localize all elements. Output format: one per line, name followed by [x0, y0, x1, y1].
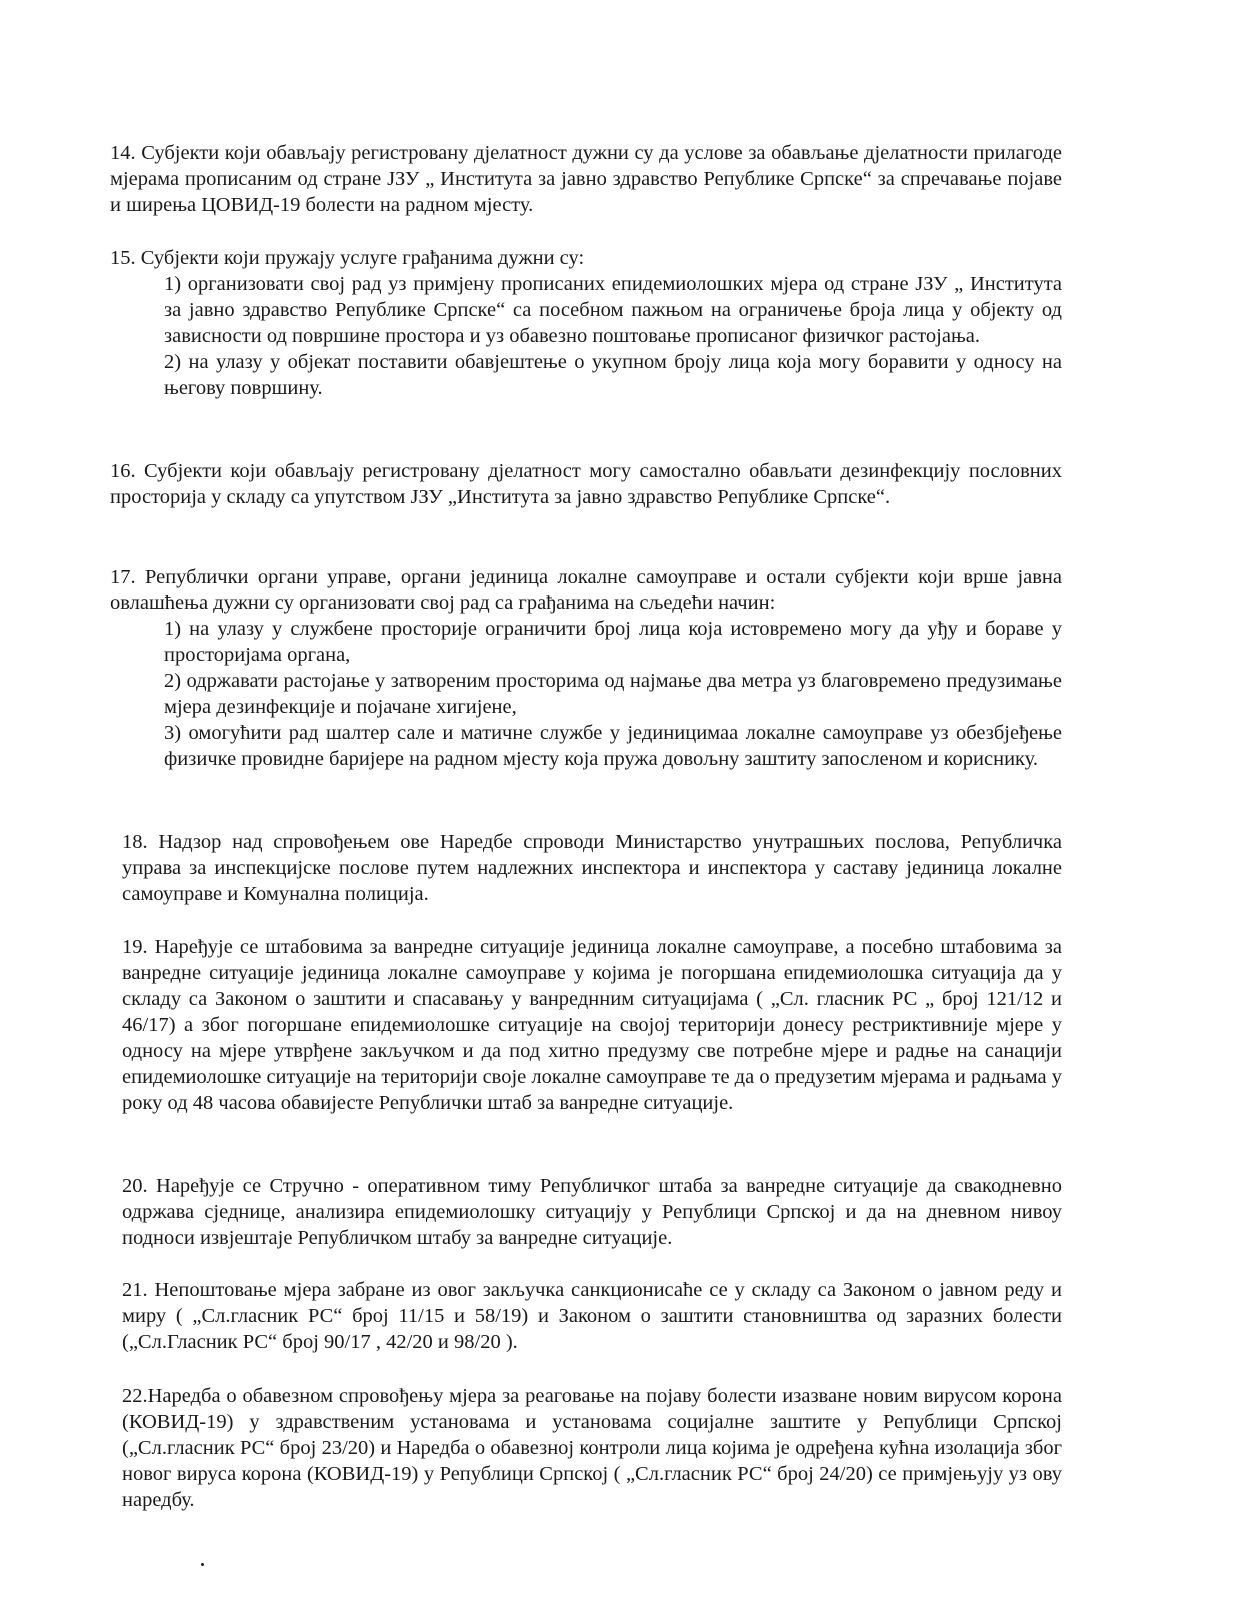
paragraph-16	[110, 458, 1062, 510]
paragraph-15	[110, 245, 1062, 401]
paragraph-items	[164, 271, 1062, 401]
list-item: 2) на улазу у објекат поставити обавјештење о укупном броју лица која могу боравити у односу на његову површину.	[164, 351, 1062, 399]
paragraph-18	[122, 829, 1062, 907]
list-item: 1) на улазу у службене просторије ограничити број лица која истовремено могу да уђу и бораве у просторијама органа,	[164, 618, 1062, 666]
paragraph-text: 20. Наређује се Стручно - оперативном тиму Републичког штаба за ванредне ситуације да свакодневно одржава сједнице, анализира епидемиолошку ситуацију у Републици Српској и да на дневном нивоу подноси извјештаје Републичком штабу за ванредне ситуације.	[122, 1175, 1062, 1249]
scan-speck	[201, 1563, 204, 1566]
paragraph-text: 16. Субјекти који обављају регистровану дјелатност могу самостално обављати дезинфекцију пословних просторија у складу са упутством ЈЗУ „Института за јавно здравство Републике Српске“.	[110, 460, 1062, 508]
paragraph-14	[110, 140, 1062, 218]
paragraph-intro: 17. Републички органи управе, органи јединица локалне самоуправе и остали субјекти који врше јавна овлашћења дужни су организовати свој рад са грађанима на сљедећи начин:	[110, 566, 1062, 614]
paragraph-21	[122, 1277, 1062, 1355]
list-item: 2) одржавати растојање у затвореним просторима од најмање два метра уз благовремено предузимање мјера дезинфекције и појачане хигијене,	[164, 670, 1062, 718]
paragraph-items	[164, 616, 1062, 772]
paragraph-text: 22.Наредба о обавезном спровођењу мјера за реаговање на појаву болести изазване новим вирусом корона (КОВИД-19) у здравственим установама и установама социјалне заштите у Републици Српској („Сл.гласник РС“ број 23/20) и Наредба о обавезној контроли лица којима је одређена кућна изолација због новог вируса корона (КОВИД-19) у Републици Српској ( „Сл.гласник РС“ број 24/20) се примјењују уз ову наредбу.	[122, 1385, 1062, 1511]
paragraph-text: 18. Надзор над спровођењем ове Наредбе спроводи Министарство унутрашњих послова, Републичка управа за инспекцијске послове путем надлежних инспектора и инспектора у саставу јединица локалне самоуправе и Комунална полиција.	[122, 831, 1062, 905]
list-item: 1) организовати свој рад уз примјену прописаних епидемиолошких мјера од стране ЈЗУ „ Института за јавно здравство Републике Српске“ са посебном пажњом на ограничење броја лица у објекту од зависности од површине простора и уз обавезно поштовање прописаног физичког растојања.	[164, 273, 1062, 347]
paragraph-19	[122, 934, 1062, 1116]
paragraph-22	[122, 1383, 1062, 1513]
list-item: 3) омогућити рад шалтер сале и матичне службе у јединицимаа локалне самоуправе уз обезбјеђење физичке провидне баријере на радном мјесту која пружа довољну заштиту запосленом и кориснику.	[164, 722, 1062, 770]
paragraph-text: 19. Наређује се штабовима за ванредне ситуације јединица локалне самоуправе, а посебно штабовима за ванредне ситуације јединица локалне самоуправе у којима је погоршана епидемиолошка ситуација да у складу са Законом о заштити и спасавању у ванреднним ситуацијама ( „Сл. гласник РС „ број 121/12 и 46/17) а због погоршане епидемиолошке ситуације на својој територији донесу рестриктивније мјере у односу на мјере утврђене закључком и да под хитно предузму све потребне мјере и радње на санацији епидемиолошке ситуације на територији своје локалне самоуправе те да о предузетим мјерама и радњама у року од 48 часова обавијесте Републички штаб за ванредне ситуације.	[122, 936, 1062, 1114]
paragraph-text: 14. Субјекти који обављају регистровану дјелатност дужни су да услове за обављање дјелатности прилагоде мјерама прописаним од стране ЈЗУ „ Института за јавно здравство Републике Српске“ за спречавање појаве и ширења ЦОВИД-19 болести на радном мјесту.	[110, 142, 1062, 216]
paragraph-text: 21. Непоштовање мјера забране из овог закључка санкционисаће се у складу са Законом о јавном реду и миру ( „Сл.гласник РС“ број 11/15 и 58/19) и Законом о заштити становништва од заразних болести („Сл.Гласник РС“ број 90/17 , 42/20 и 98/20 ).	[122, 1279, 1062, 1353]
paragraph-17	[110, 564, 1062, 772]
paragraph-20	[122, 1173, 1062, 1251]
paragraph-intro: 15. Субјекти који пружају услуге грађанима дужни су:	[110, 247, 585, 269]
